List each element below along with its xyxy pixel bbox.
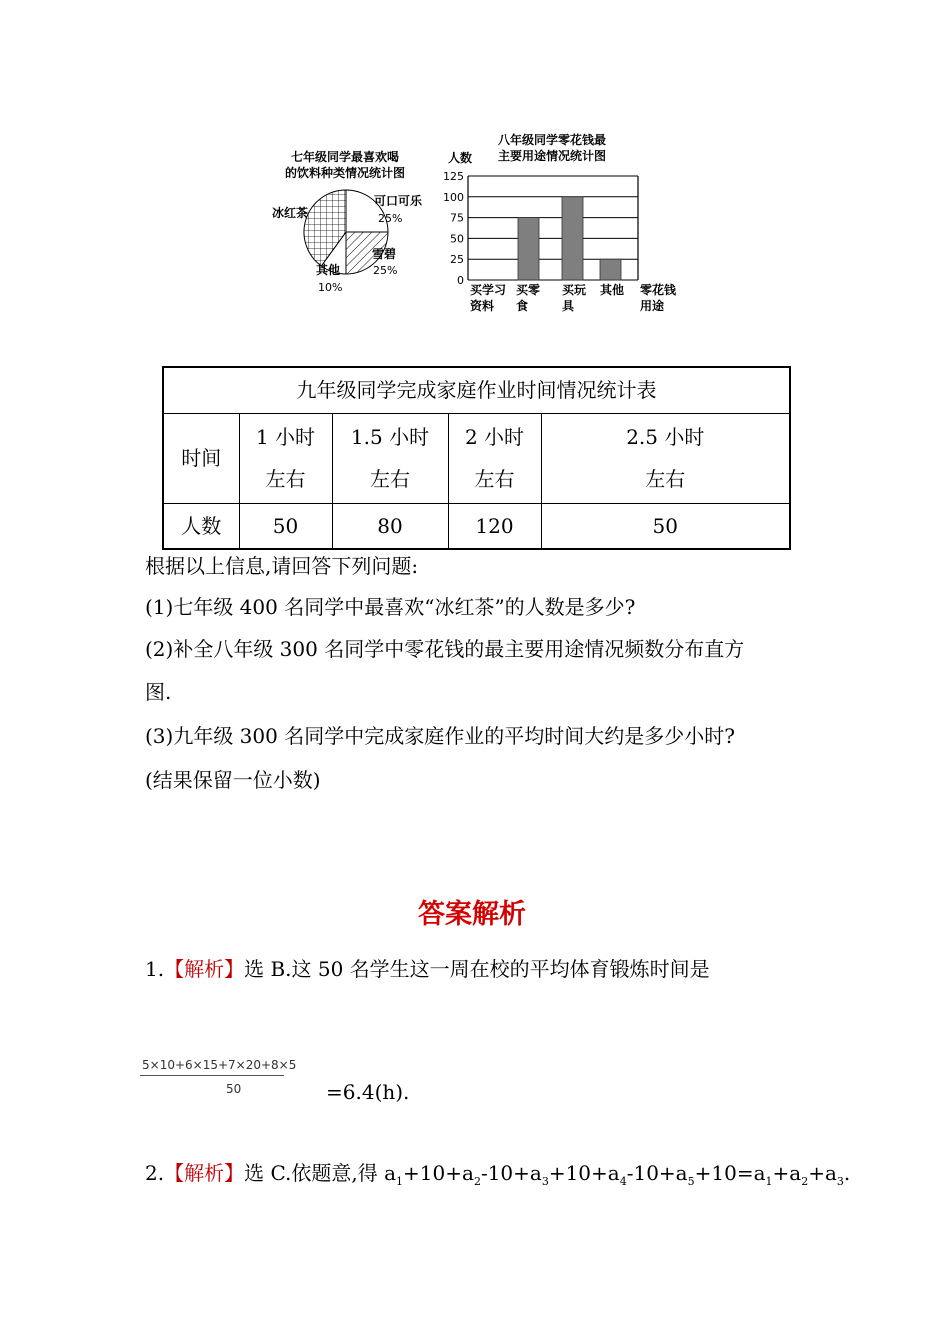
pie-label-sprite: 雪碧 (372, 247, 397, 261)
bar-xtick-label: 具 (562, 299, 575, 313)
formula-subscript: 1 (765, 1175, 773, 1188)
count-cell: 50 (239, 503, 332, 549)
pie-label-other-pct: 10% (318, 281, 343, 294)
formula-subscript: 2 (801, 1175, 809, 1188)
bar-xtick-label: 买学习 (470, 283, 507, 297)
bar-ytick-label: 100 (443, 190, 464, 204)
formula-part: . (843, 1161, 851, 1185)
time-cell (332, 413, 448, 503)
time-approx: 左右 (645, 467, 686, 491)
fraction-denominator: 50 (226, 1082, 242, 1096)
question-3-line2: (结果保留一位小数) (145, 768, 321, 792)
pie-label-sprite-pct: 25% (373, 264, 398, 277)
table-title: 九年级同学完成家庭作业时间情况统计表 (163, 367, 790, 413)
bar-ytick-label: 75 (450, 211, 464, 225)
formula-subscript: 4 (619, 1175, 627, 1188)
row-label-count: 人数 (163, 503, 239, 549)
bar-ytick-label: 125 (443, 170, 464, 183)
count-cell: 120 (448, 503, 541, 549)
bar-ytick-label: 0 (457, 274, 464, 287)
bar-xtick-label: 买零 (516, 283, 541, 297)
pie-label-icetea: 冰红茶 (272, 206, 309, 220)
answer-2-number: 2. (145, 1161, 165, 1185)
answer-1-line (145, 957, 710, 981)
answer-1-fraction (140, 1058, 297, 1096)
bar-xtick-label: 买玩 (562, 283, 587, 297)
bar-2 (562, 197, 583, 280)
time-value: 2.5 小时 (626, 425, 705, 449)
bar-ylabel: 人数 (448, 151, 473, 165)
question-2-line2: 图. (145, 680, 172, 704)
fraction-numerator: 5×10+6×15+7×20+8×5 (142, 1058, 297, 1072)
bar-xtick-label: 食 (516, 299, 529, 313)
bar-3 (600, 259, 621, 280)
homework-time-table (162, 366, 791, 550)
formula-subscript: 3 (836, 1175, 844, 1188)
question-1: (1)七年级 400 名同学中最喜欢“冰红茶”的人数是多少? (145, 595, 636, 619)
pie-chart (260, 140, 460, 310)
bar-xticks (470, 282, 624, 313)
answer-2-tag: 【解析】 (164, 1161, 245, 1185)
time-approx: 左右 (265, 467, 306, 491)
answer-1-tag: 【解析】 (164, 957, 245, 981)
answer-2-formula (396, 1161, 851, 1188)
fraction-bar (140, 1075, 284, 1076)
formula-subscript: 5 (687, 1175, 695, 1188)
formula-subscript: 2 (473, 1175, 481, 1188)
bar-ytick-label: 50 (450, 232, 464, 246)
question-2-line1: (2)补全八年级 300 名同学中零花钱的最主要用途情况频数分布直方 (145, 637, 745, 661)
time-approx: 左右 (474, 467, 515, 491)
time-value: 1.5 小时 (350, 425, 430, 449)
answer-2-text: 选 C.依题意,得 a (244, 1161, 397, 1185)
time-cell (239, 413, 332, 503)
bar-xlabel-line2: 用途 (640, 299, 665, 313)
formula-part: -10+a (480, 1161, 542, 1185)
row-label-time: 时间 (163, 413, 239, 503)
answer-1-result: =6.4(h). (326, 1080, 410, 1104)
bar-chart (440, 126, 700, 322)
pie-title-line1: 七年级同学最喜欢喝 (290, 150, 400, 164)
pie-label-cola: 可口可乐 (374, 194, 423, 208)
formula-part: +a (808, 1161, 837, 1185)
bar-1 (518, 218, 539, 280)
time-cell (448, 413, 541, 503)
pie-label-cola-pct: 25% (378, 212, 403, 225)
pie-title-line2: 的饮料种类情况统计图 (284, 166, 406, 180)
answer-section-title: 答案解析 (418, 899, 526, 930)
time-approx: 左右 (370, 467, 410, 491)
count-cell: 50 (541, 503, 790, 549)
formula-part: +10+a (403, 1161, 474, 1185)
bar-xtick-label: 资料 (470, 299, 495, 313)
formula-part: -10+a (626, 1161, 688, 1185)
time-value: 1 小时 (255, 425, 316, 449)
formula-part: +a (772, 1161, 802, 1185)
formula-part: +10+a (548, 1161, 620, 1185)
questions-intro: 根据以上信息,请回答下列问题: (145, 554, 419, 578)
bar-title-line2: 主要用途情况统计图 (497, 149, 607, 163)
formula-subscript: 3 (541, 1175, 549, 1188)
bar-title-line1: 八年级同学零花钱最 (497, 133, 607, 147)
bar-ytick-label: 25 (450, 253, 464, 267)
bar-xlabel-line1: 零花钱 (640, 283, 677, 297)
formula-part: +10=a (694, 1161, 766, 1185)
time-value: 2 小时 (464, 425, 525, 449)
bar-yticks (443, 170, 464, 287)
answer-2-line (145, 1161, 850, 1188)
formula-subscript: 1 (396, 1175, 404, 1188)
bar-xtick-label: 其他 (600, 283, 625, 297)
answer-1-number: 1. (145, 957, 165, 981)
question-3-line1: (3)九年级 300 名同学中完成家庭作业的平均时间大约是多少小时? (145, 724, 735, 748)
count-cell: 80 (332, 503, 448, 549)
answer-1-text: 选 B.这 50 名学生这一周在校的平均体育锻炼时间是 (244, 957, 710, 981)
pie-label-other: 其他 (316, 263, 341, 277)
time-cell (541, 413, 790, 503)
